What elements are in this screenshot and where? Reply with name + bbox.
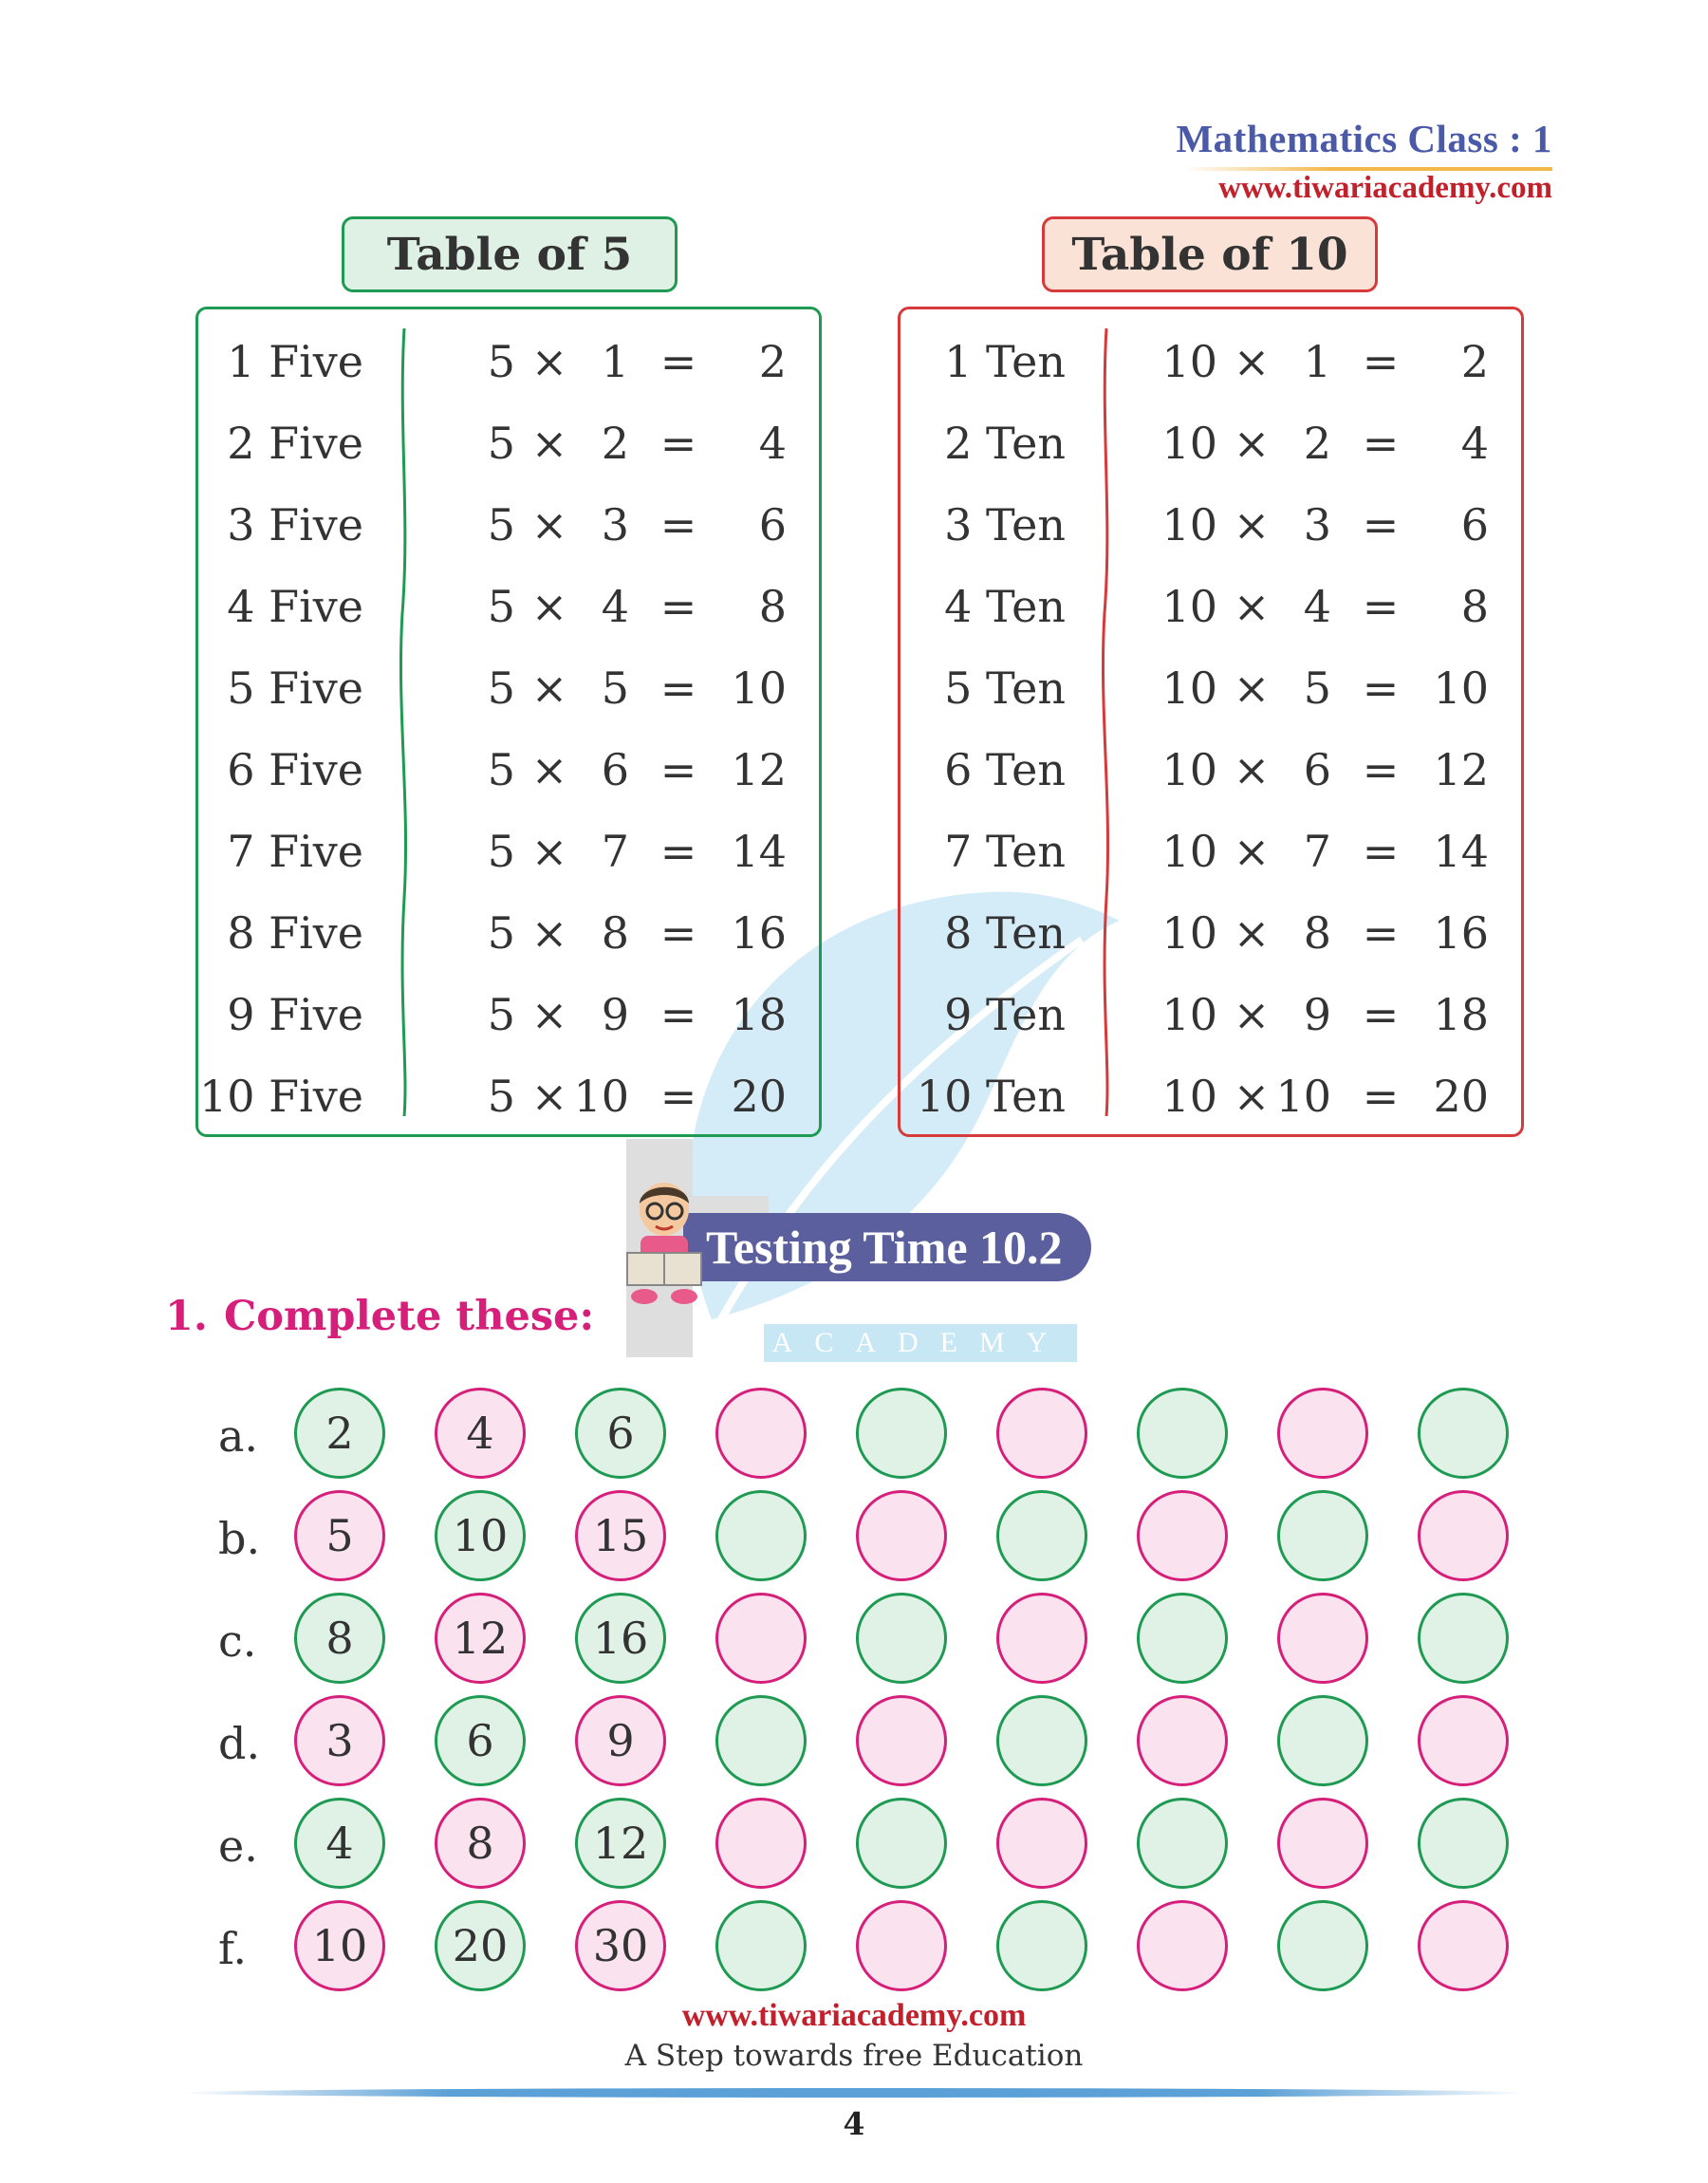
multiplicand: 5 [487,907,515,959]
sequence-row [218,1490,1547,1595]
table-of-5 [195,307,822,1137]
row-word: 7 Five [227,826,363,877]
answer-circle: 4 [435,1388,526,1479]
table-row [198,811,819,892]
times-sign: × [1233,1071,1271,1122]
answer-circle-blank[interactable] [1277,1593,1368,1684]
equals-sign: = [659,1071,697,1122]
answer-circle-blank[interactable] [1137,1490,1228,1581]
answer-circle-blank[interactable] [856,1695,947,1786]
row-label: b. [218,1513,261,1564]
table-of-5-heading: Table of 5 [342,216,678,292]
footer-url[interactable]: www.tiwariacademy.com [681,1998,1027,2033]
multiplier: 1 [1303,336,1331,387]
times-sign: × [530,336,568,387]
multiplicand: 10 [1161,1071,1217,1122]
multiplicand: 5 [487,418,515,469]
multiplier: 9 [601,989,629,1040]
multiplier: 9 [1303,989,1331,1040]
multiplicand: 5 [487,989,515,1040]
result: 8 [1460,581,1489,632]
answer-circle-blank[interactable] [1277,1490,1368,1581]
result: 18 [1433,989,1489,1040]
equals-sign: = [659,418,697,469]
times-sign: × [530,581,568,632]
multiplier: 2 [1303,418,1331,469]
equals-sign: = [1362,907,1400,959]
multiplier: 8 [1303,907,1331,959]
multiplier: 7 [1303,826,1331,877]
multiplicand: 10 [1161,418,1217,469]
table-row [198,1055,819,1137]
row-word: 8 Five [227,907,363,959]
result: 12 [1433,744,1489,795]
answer-circle-blank[interactable] [1137,1593,1228,1684]
table-row [900,566,1521,647]
multiplier: 10 [1275,1071,1331,1122]
multiplier: 6 [1303,744,1331,795]
answer-circle: 6 [435,1695,526,1786]
row-word: 10 Five [199,1071,363,1122]
result: 12 [731,744,787,795]
answer-circle: 5 [294,1490,385,1581]
table-row [198,647,819,729]
answer-circle-blank[interactable] [1137,1900,1228,1991]
row-word: 3 Ten [944,499,1066,550]
equals-sign: = [1362,418,1400,469]
answer-circle: 8 [294,1593,385,1684]
answer-circle-blank[interactable] [996,1388,1087,1479]
answer-circle-blank[interactable] [1277,1695,1368,1786]
multiplier: 4 [601,581,629,632]
answer-circle: 8 [435,1798,526,1889]
answer-circle-blank[interactable] [1277,1388,1368,1479]
answer-circle-blank[interactable] [1418,1695,1509,1786]
table-row [900,1055,1521,1137]
table-row [900,321,1521,402]
equals-sign: = [1362,744,1400,795]
answer-circle-blank[interactable] [856,1490,947,1581]
table-row [198,402,819,484]
multiplicand: 10 [1161,989,1217,1040]
table-row [900,402,1521,484]
multiplicand: 10 [1161,336,1217,387]
reading-boy-icon [622,1177,707,1310]
row-word: 8 Ten [944,907,1066,959]
multiplicand: 5 [487,826,515,877]
table-row [900,484,1521,566]
answer-circle: 15 [575,1490,666,1581]
answer-circle-blank[interactable] [856,1593,947,1684]
multiplicand: 5 [487,336,515,387]
answer-circle: 3 [294,1695,385,1786]
row-word: 7 Ten [944,826,1066,877]
multiplier: 2 [601,418,629,469]
equals-sign: = [659,336,697,387]
result: 18 [731,989,787,1040]
sequence-row [218,1593,1547,1697]
multiplier: 3 [1303,499,1331,550]
row-label: e. [218,1820,258,1872]
question-number: 1. [165,1293,208,1340]
multiplier: 1 [601,336,629,387]
answer-circle-blank[interactable] [715,1695,807,1786]
footer-divider [180,2088,1528,2098]
answer-circle-blank[interactable] [996,1593,1087,1684]
answer-circle-blank[interactable] [1418,1490,1509,1581]
answer-circle-blank[interactable] [996,1490,1087,1581]
sequence-row [218,1798,1547,1902]
multiplier: 7 [601,826,629,877]
table-row [900,729,1521,811]
times-sign: × [1233,336,1271,387]
answer-circle: 12 [575,1798,666,1889]
row-label: f. [218,1923,248,1974]
row-word: 5 Ten [944,662,1066,714]
result: 14 [731,826,787,877]
row-word: 4 Five [227,581,363,632]
equals-sign: = [1362,662,1400,714]
equals-sign: = [1362,1071,1400,1122]
table-of-10 [898,307,1524,1137]
multiplier: 5 [1303,662,1331,714]
row-word: 2 Ten [944,418,1066,469]
multiplier: 3 [601,499,629,550]
row-label: a. [218,1410,259,1462]
answer-circle-blank[interactable] [715,1900,807,1991]
answer-circle-blank[interactable] [1277,1798,1368,1889]
answer-circle-blank[interactable] [996,1798,1087,1889]
table-of-10-heading: Table of 10 [1042,216,1378,292]
multiplicand: 10 [1161,499,1217,550]
page-header-title: Mathematics Class : 1 [1176,117,1552,160]
multiplicand: 5 [487,1071,515,1122]
times-sign: × [1233,744,1271,795]
answer-circle: 6 [575,1388,666,1479]
answer-circle-blank[interactable] [1418,1900,1509,1991]
result: 10 [731,662,787,714]
times-sign: × [1233,581,1271,632]
table-row [198,974,819,1055]
result: 8 [758,581,787,632]
result: 20 [731,1071,787,1122]
times-sign: × [1233,662,1271,714]
answer-circle: 4 [294,1798,385,1889]
table-row [900,892,1521,974]
table-row [198,566,819,647]
multiplicand: 5 [487,499,515,550]
equals-sign: = [659,989,697,1040]
answer-circle-blank[interactable] [856,1900,947,1991]
result: 16 [731,907,787,959]
row-word: 1 Ten [944,336,1066,387]
sequence-row [218,1695,1547,1800]
row-word: 2 Five [227,418,363,469]
row-word: 9 Five [227,989,363,1040]
answer-circle-blank[interactable] [856,1388,947,1479]
multiplier: 6 [601,744,629,795]
row-word: 9 Ten [944,989,1066,1040]
equals-sign: = [1362,826,1400,877]
row-word: 6 Five [227,744,363,795]
equals-sign: = [659,581,697,632]
sequence-row [218,1900,1547,2005]
answer-circle-blank[interactable] [1137,1388,1228,1479]
watermark-academy-text: ACADEMY [764,1324,1077,1362]
equals-sign: = [659,499,697,550]
answer-circle-blank[interactable] [715,1593,807,1684]
row-word: 1 Five [227,336,363,387]
table-row [900,811,1521,892]
header-url: www.tiwariacademy.com [1218,171,1552,205]
equals-sign: = [1362,499,1400,550]
answer-circle: 30 [575,1900,666,1991]
equals-sign: = [659,744,697,795]
row-label: c. [218,1615,257,1667]
times-sign: × [530,907,568,959]
equals-sign: = [659,662,697,714]
equals-sign: = [1362,581,1400,632]
multiplicand: 10 [1161,581,1217,632]
times-sign: × [530,418,568,469]
multiplicand: 5 [487,581,515,632]
equals-sign: = [1362,989,1400,1040]
answer-circle-blank[interactable] [1418,1388,1509,1479]
result: 20 [1433,1071,1489,1122]
testing-time-banner: Testing Time 10.2 [683,1213,1091,1281]
answer-circle-blank[interactable] [1418,1593,1509,1684]
answer-circle: 9 [575,1695,666,1786]
times-sign: × [530,662,568,714]
result: 14 [1433,826,1489,877]
times-sign: × [530,499,568,550]
sequence-row [218,1388,1547,1492]
table-row [900,974,1521,1055]
multiplier: 5 [601,662,629,714]
answer-circle: 20 [435,1900,526,1991]
result: 16 [1433,907,1489,959]
multiplicand: 10 [1161,744,1217,795]
result: 2 [1460,336,1489,387]
row-label: d. [218,1718,261,1769]
multiplicand: 10 [1161,907,1217,959]
answer-circle-blank[interactable] [715,1490,807,1581]
times-sign: × [1233,826,1271,877]
answer-circle-blank[interactable] [1137,1798,1228,1889]
answer-circle-blank[interactable] [996,1695,1087,1786]
times-sign: × [530,989,568,1040]
times-sign: × [1233,989,1271,1040]
row-word: 3 Five [227,499,363,550]
row-word: 6 Ten [944,744,1066,795]
row-word: 5 Five [227,662,363,714]
table-row [900,647,1521,729]
multiplier: 8 [601,907,629,959]
multiplicand: 5 [487,744,515,795]
answer-circle: 2 [294,1388,385,1479]
equals-sign: = [659,907,697,959]
times-sign: × [530,826,568,877]
answer-circle: 12 [435,1593,526,1684]
footer-tagline: A Step towards free Education [624,2039,1084,2073]
answer-circle: 10 [435,1490,526,1581]
row-word: 10 Ten [916,1071,1066,1122]
multiplicand: 5 [487,662,515,714]
question-text: Complete these: [224,1293,595,1340]
result: 4 [758,418,787,469]
multiplicand: 10 [1161,826,1217,877]
multiplicand: 10 [1161,662,1217,714]
result: 4 [1460,418,1489,469]
table-row [198,729,819,811]
times-sign: × [1233,418,1271,469]
row-word: 4 Ten [944,581,1066,632]
answer-circle: 16 [575,1593,666,1684]
answer-circle-blank[interactable] [996,1900,1087,1991]
answer-circle-blank[interactable] [715,1798,807,1889]
result: 2 [758,336,787,387]
answer-circle-blank[interactable] [1277,1900,1368,1991]
multiplier: 10 [573,1071,629,1122]
table-row [198,321,819,402]
answer-circle-blank[interactable] [1418,1798,1509,1889]
multiplier: 4 [1303,581,1331,632]
result: 6 [758,499,787,550]
page-number: 4 [843,2105,865,2142]
equals-sign: = [659,826,697,877]
result: 10 [1433,662,1489,714]
times-sign: × [530,744,568,795]
times-sign: × [530,1071,568,1122]
times-sign: × [1233,907,1271,959]
result: 6 [1460,499,1489,550]
equals-sign: = [1362,336,1400,387]
answer-circle-blank[interactable] [715,1388,807,1479]
answer-circle-blank[interactable] [856,1798,947,1889]
table-row [198,892,819,974]
table-row [198,484,819,566]
answer-circle-blank[interactable] [1137,1695,1228,1786]
answer-circle: 10 [294,1900,385,1991]
times-sign: × [1233,499,1271,550]
